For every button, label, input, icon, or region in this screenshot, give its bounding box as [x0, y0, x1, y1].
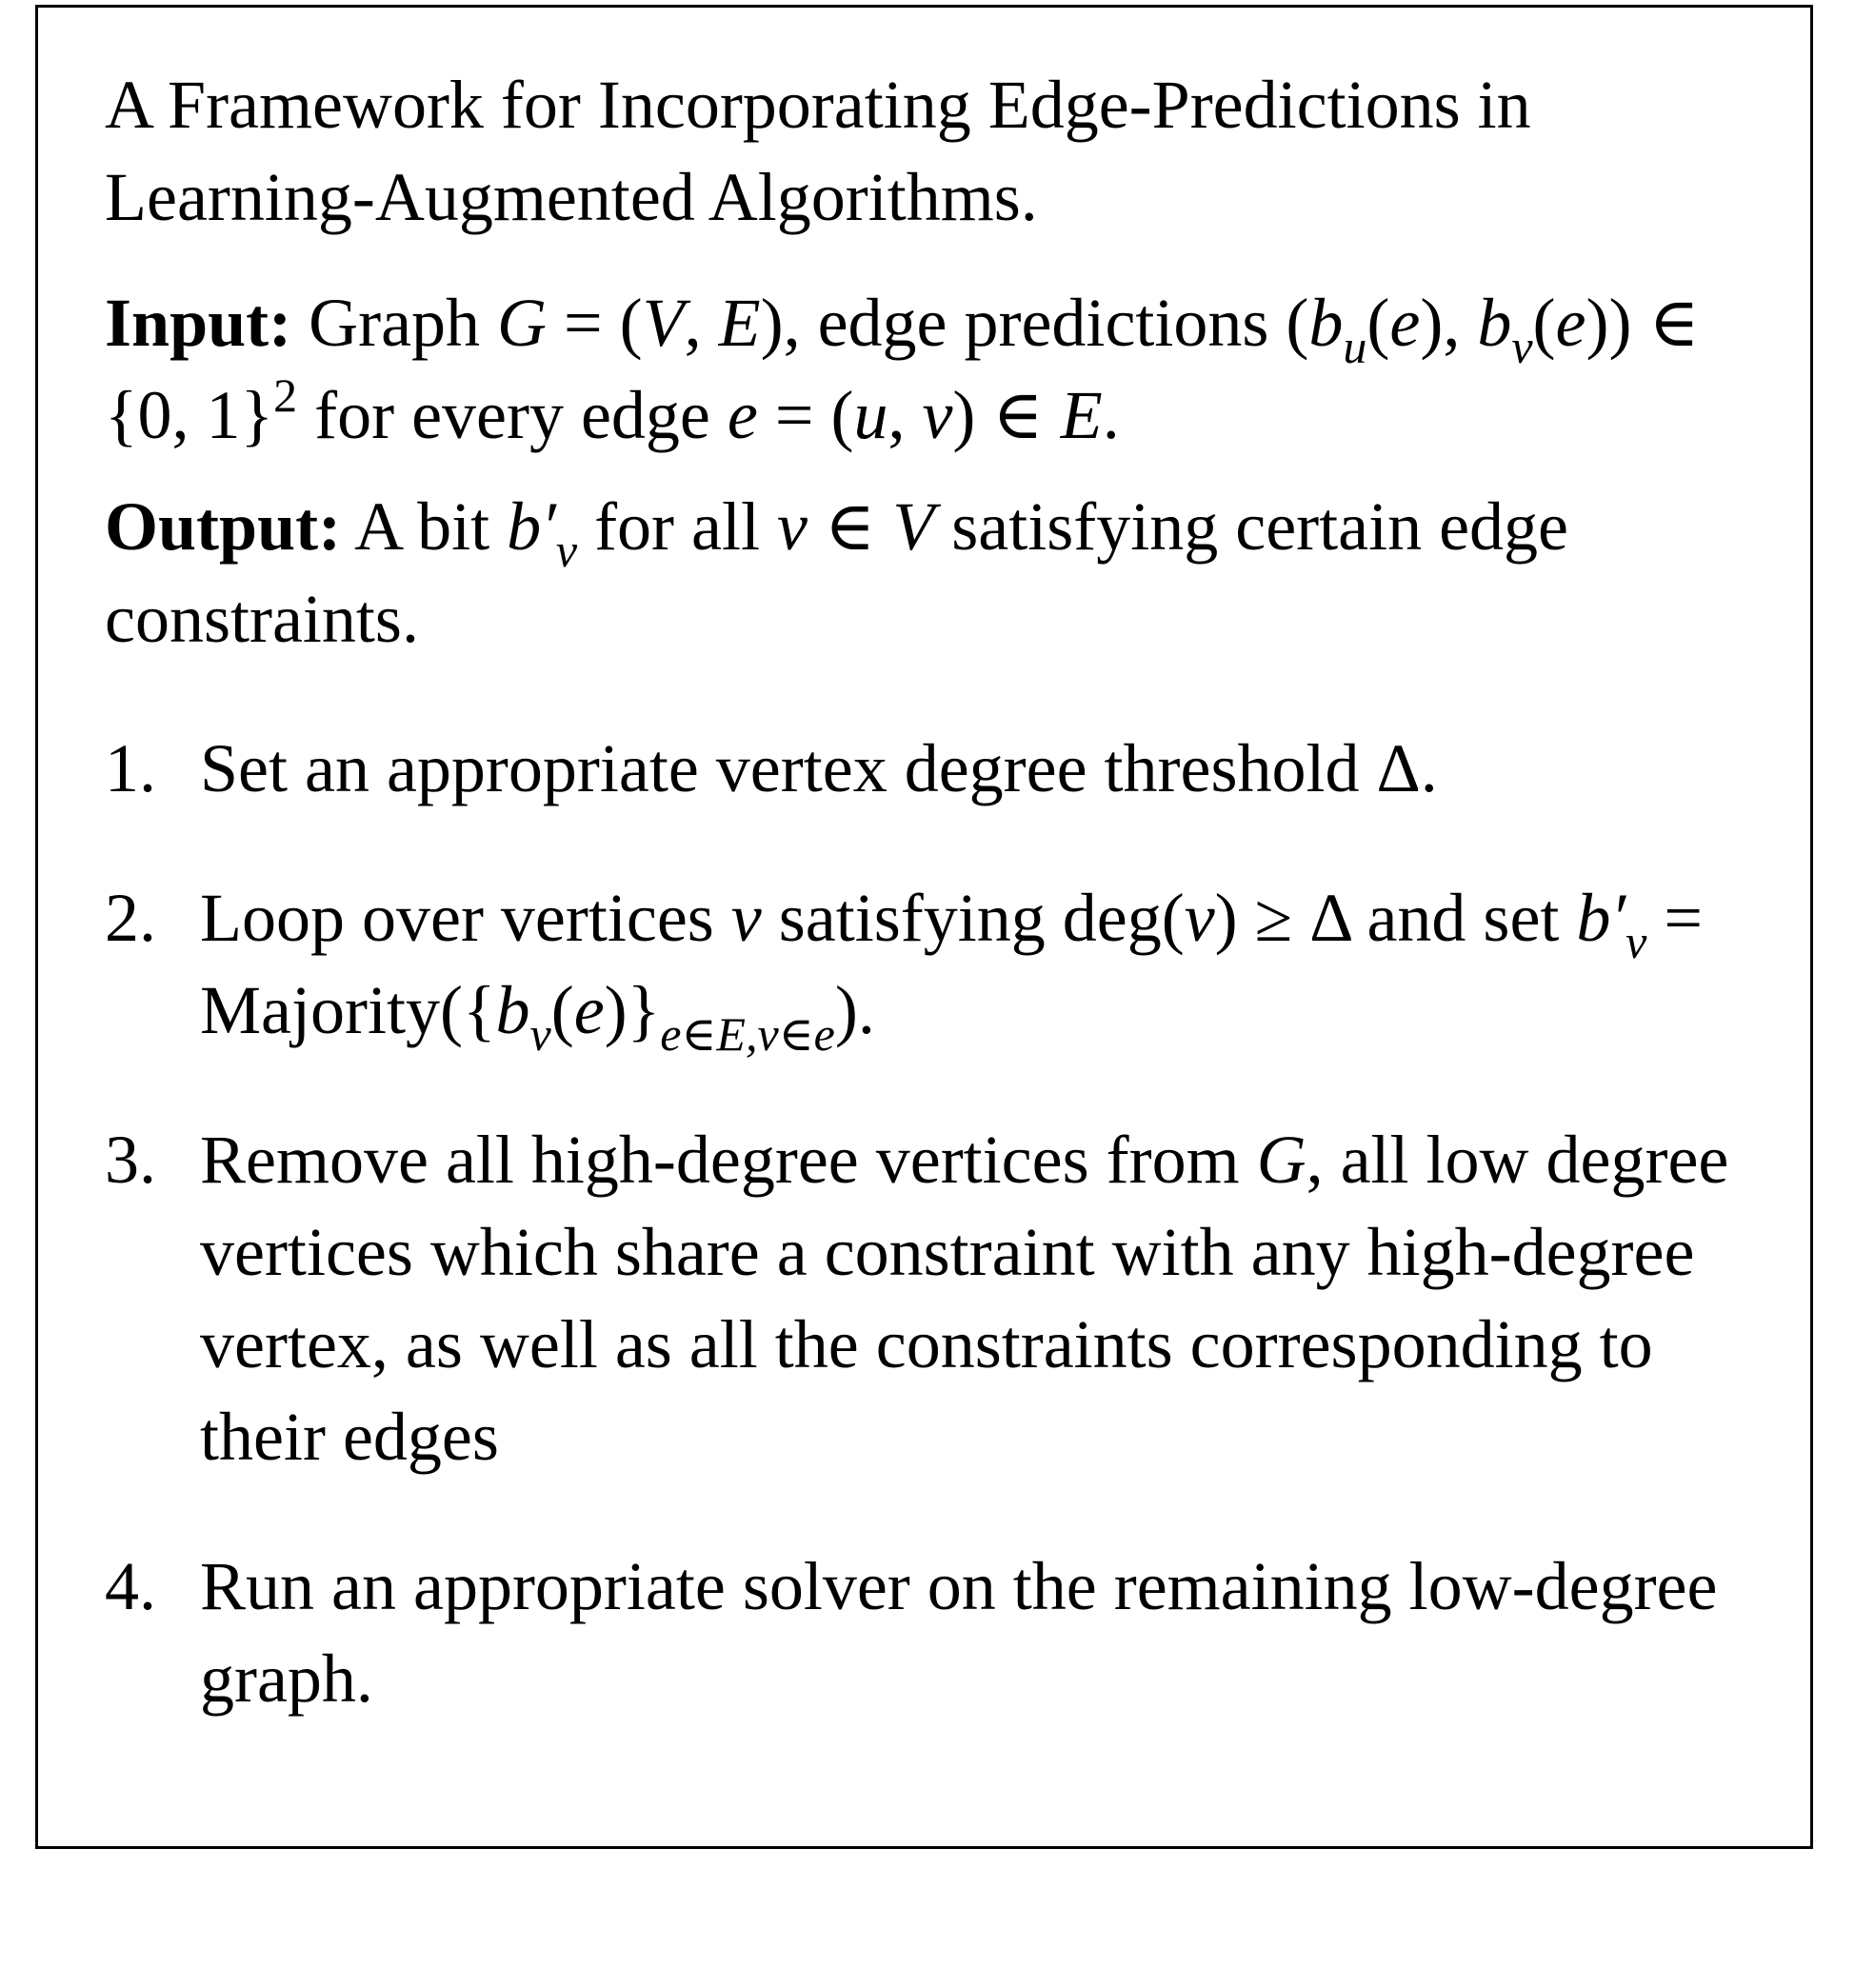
input-text: (: [1532, 285, 1556, 361]
algorithm-title: A Framework for Incorporating Edge-Predictions in Learning-Augmented Algorithms.: [105, 67, 1531, 235]
output-text: for all: [577, 488, 777, 565]
math-subscript: u: [1343, 320, 1367, 373]
output-label: Output:: [105, 488, 342, 565]
input-text: ), edge predictions (: [760, 285, 1309, 361]
math-var: v: [777, 488, 808, 565]
step-text: )}: [604, 972, 661, 1048]
step-text: ).: [834, 972, 875, 1048]
math-var: e: [727, 377, 758, 453]
math-var: G: [1256, 1122, 1306, 1198]
math-superscript: 2: [273, 368, 298, 422]
step-3: [105, 1114, 1752, 1483]
algorithm-content: [105, 59, 1752, 1725]
math-var: e: [573, 972, 605, 1048]
step-text: = Majority({: [200, 880, 1703, 1048]
step-number: 3.: [105, 1122, 156, 1198]
math-subscript: v: [529, 1007, 551, 1061]
step-number: 2.: [105, 880, 156, 956]
input-text: for every edge: [297, 377, 728, 453]
input-text: = (: [757, 377, 854, 453]
output-spec: [105, 481, 1752, 666]
math-var: b′: [1576, 880, 1626, 956]
step-text: Run an appropriate solver on the remaining low-degree graph.: [200, 1548, 1718, 1717]
input-label: Input:: [105, 285, 292, 361]
step-4: [105, 1541, 1752, 1725]
math-var: v: [922, 377, 953, 453]
input-spec: [105, 277, 1752, 462]
math-var: V: [892, 488, 935, 565]
input-text: ) ∈: [952, 377, 1061, 453]
step-text: Remove all high-degree vertices from: [200, 1122, 1257, 1198]
math-subscript: e∈E,v∈e: [660, 1007, 835, 1061]
output-text: ∈: [807, 488, 893, 565]
input-text: )) ∈ {0, 1}: [105, 285, 1700, 453]
step-2: [105, 872, 1752, 1061]
step-text: Loop over vertices: [200, 880, 731, 956]
math-var: E: [718, 285, 761, 361]
step-number: 4.: [105, 1548, 156, 1624]
math-var: v: [730, 880, 762, 956]
input-text: (: [1366, 285, 1390, 361]
math-var: v: [1184, 880, 1215, 956]
output-text: satisfying certain edge constraints.: [105, 488, 1569, 657]
step-text: satisfying deg(: [761, 880, 1185, 956]
math-var: b′: [507, 488, 556, 565]
step-text: (: [550, 972, 574, 1048]
step-text: ) ≥ Δ and set: [1214, 880, 1577, 956]
math-var: E: [1060, 377, 1103, 453]
math-var: b: [1308, 285, 1344, 361]
step-text: Set an appropriate vertex degree threshold Δ.: [200, 730, 1438, 806]
math-subscript: v: [555, 524, 578, 577]
math-subscript: v: [1511, 320, 1533, 373]
math-var: e: [1389, 285, 1421, 361]
output-text: A bit: [341, 488, 508, 565]
input-text: .: [1102, 377, 1120, 453]
math-var: u: [853, 377, 888, 453]
input-text: ),: [1420, 285, 1478, 361]
algorithm-steps: [105, 723, 1752, 1725]
math-var: b: [495, 972, 530, 1048]
input-text: ,: [888, 377, 923, 453]
step-number: 1.: [105, 730, 156, 806]
step-text: , all low degree vertices which share a constraint with any high-degree vertex, as well as all the constraints corresponding to their edges: [200, 1122, 1729, 1475]
step-1: [105, 723, 1752, 815]
input-text: Graph: [309, 285, 498, 361]
math-var: e: [1555, 285, 1586, 361]
math-var: V: [642, 285, 685, 361]
math-subscript: v: [1626, 915, 1647, 968]
input-text: ,: [684, 285, 719, 361]
math-var: G: [497, 285, 548, 361]
math-var: b: [1477, 285, 1512, 361]
input-text: = (: [547, 285, 643, 361]
